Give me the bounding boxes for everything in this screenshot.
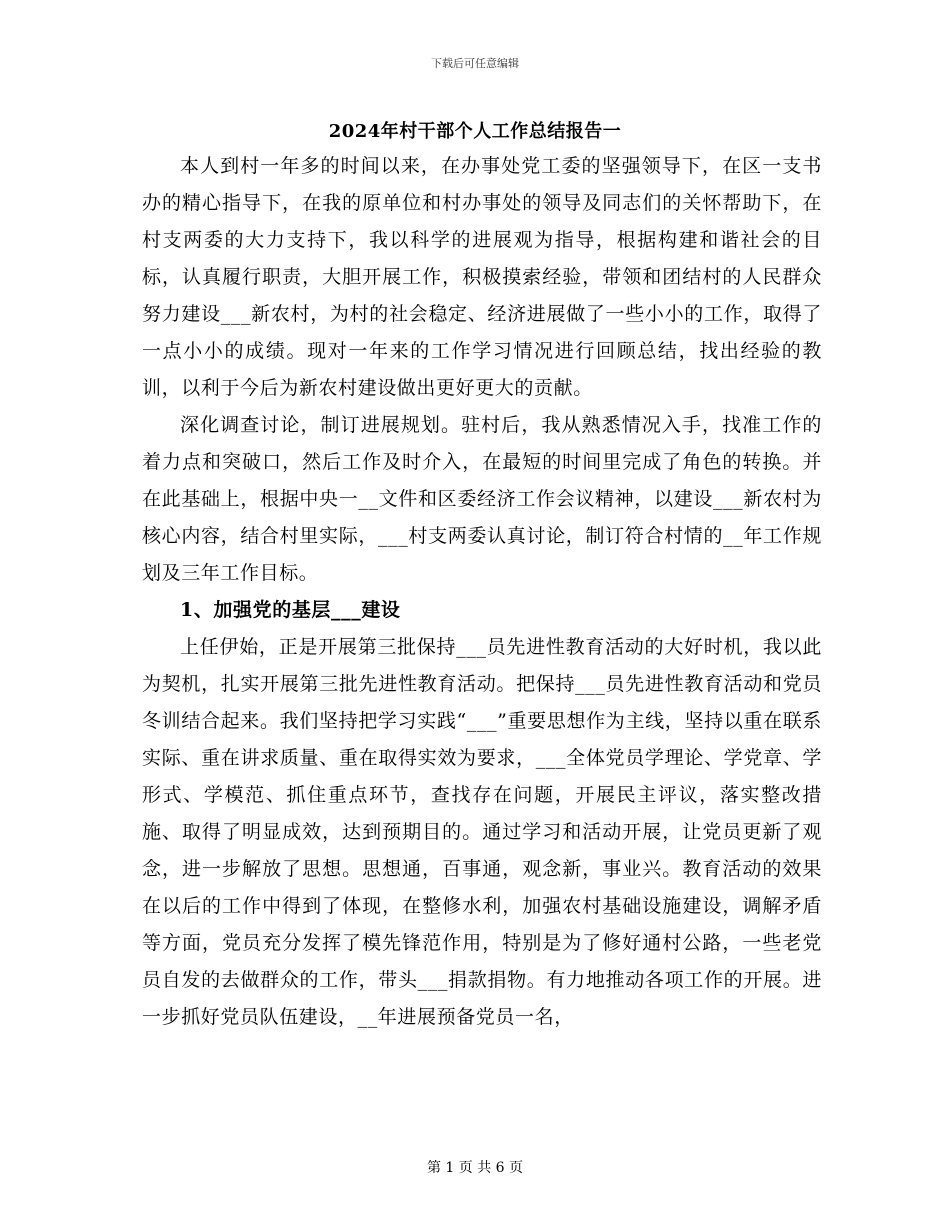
document-body: [142, 148, 822, 1036]
planning-paragraph: 深化调查讨论，制订进展规划。驻村后，我从熟悉情况入手，找准工作的着力点和突破口，然后工作及时介入，在最短的时间里完成了角色的转换。并在此基础上，根据中央一__文件和区委经济工作会议精神，以建设___新农村为核心内容，结合村里实际，___村支两委认真讨论，制订符合村情的__年工作规划及三年工作目标。: [142, 414, 822, 584]
page-footer-page-number: 第 1 页 共 6 页: [426, 1160, 524, 1176]
intro-paragraph: 本人到村一年多的时间以来，在办事处党工委的坚强领导下，在区一支书办的精心指导下，在我的原单位和村办事处的领导及同志们的关怀帮助下，在村支两委的大力支持下，我以科学的进展观为指导，根据构建和谐社会的目标，认真履行职责，大胆开展工作，积极摸索经验，带领和团结村的人民群众努力建设___新农村，为村的社会稳定、经济进展做了一些小小的工作，取得了一点小小的成绩。现对一年来的工作学习情况进行回顾总结，找出经验的教训，以利于今后为新农村建设做出更好更大的贡献。: [142, 155, 822, 399]
section-paragraph: 上任伊始，正是开展第三批保持___员先进性教育活动的大好时机，我以此为契机，扎实开展第三批先进性教育活动。把保持___员先进性教育活动和党员冬训结合起来。我们坚持把学习实践“___”重要思想作为主线，坚持以重在联系实际、重在讲求质量、重在取得实效为要求，___全体党员学理论、学党章、学形式、学模范、抓住重点环节，查找存在问题，开展民主评议，落实整改措施、取得了明显成效，达到预期目的。通过学习和活动开展，让党员更新了观念，进一步解放了思想。思想通，百事通，观念新，事业兴。教育活动的效果在以后的工作中得到了体现，在整修水利，加强农村基础设施建设，调解矛盾等方面，党员充分发挥了模先锋范作用，特别是为了修好通村公路，一些老党员自发的去做群众的工作，带头___捐款捐物。有力地推动各项工作的开展。进一步抓好党员队伍建设，__年进展预备党员一名，: [142, 636, 822, 1028]
section-heading: 1、加强党的基层___建设: [180, 599, 401, 621]
page-header-note: 下载后可任意编辑: [431, 57, 519, 70]
document-title: 2024年村干部个人工作总结报告一: [328, 121, 622, 142]
